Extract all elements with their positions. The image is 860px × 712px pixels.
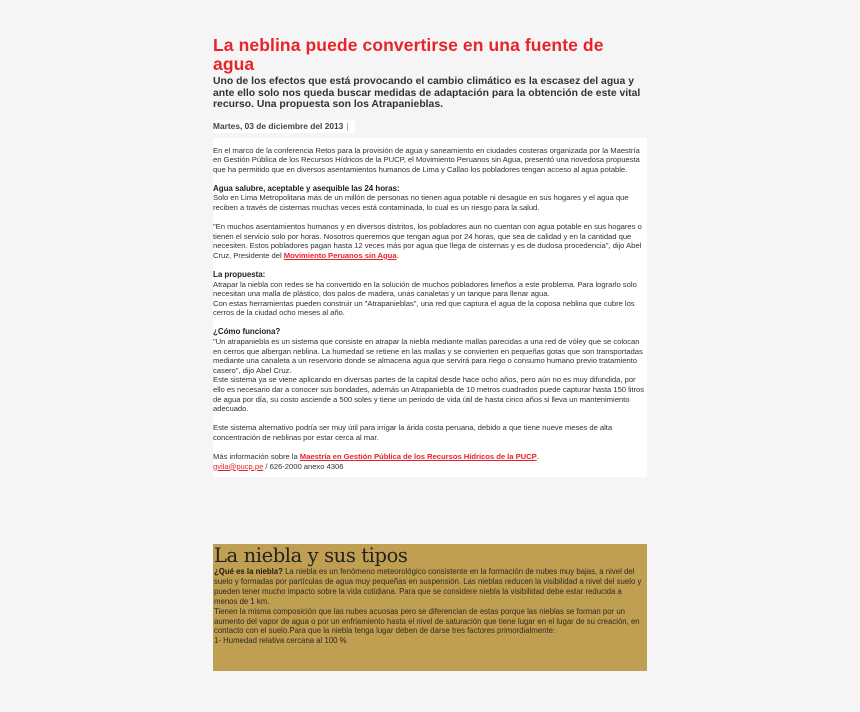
article [213,36,647,477]
movimiento-peruanos-link[interactable]: Movimiento Peruanos sin Agua [283,250,397,260]
section-heading: ¿Cómo funciona? [213,327,281,337]
section-heading: Agua salubre, aceptable y asequible las 24 horas: [213,183,400,193]
phone-text: / 626-2000 anexo 4306 [263,461,344,471]
fog-definition: La niebla es un fenómeno meteorológico consistente en la formación de nubes muy bajas, a nivel del suelo y formadas por partículas de agua muy pequeñas en suspensión. Las nieblas reducen la visibilidad a nivel del suelo y pueden tener mucho impacto sobre la vida cotidiana. Para que se considere niebla la visibilidad debe estar reducida a menos de 1 km. [214,567,642,606]
quote-end: . [396,250,399,260]
more-info-suffix: . [536,451,539,461]
closing-paragraph: Este sistema alternativo podría ser muy útil para irrigar la árida costa peruana, debido a que tiene nueve meses de alta concentración de neblinas por estar cerca al mar. [213,423,613,442]
email-link[interactable]: gvila@pucp.pe [213,461,264,471]
article-date-row [213,120,355,133]
section-text: Atrapar la niebla con redes se ha convertido en la solución de muchos pobladores limeños a este problema. Para lograrlo solo necesitan una malla de plástico, dos palos de madera, unas canaletas y un tanque para llenar agua. [213,279,637,299]
quote-text: "En muchos asentamientos humanos y en diversos distritos, los pobladores aun no cuentan con agua potable en sus hogares o tienen el servicio solo por horas. Nosotros queremos que tengan agua por 24 horas, que sea de calidad y en la cantidad que necesiten. Estos pobladores pagan hasta 12 veces más por agua que llega de cisternas y es de dudosa procedencia", dijo Abel Cruz, Presidente del [213,222,642,260]
maestria-link[interactable]: Maestría en Gestión Pública de los Recursos Hídricos de la PUCP [299,451,537,461]
more-info-prefix: Más información sobre la [213,451,300,461]
fog-question: ¿Qué es la niebla? [214,567,283,576]
article-subtitle: Uno de los efectos que está provocando el cambio climático es la escasez del agua y ante ello solo nos queda buscar medidas de adaptación para la obtención de este vital recurso. Una propuesta son los Atrapanieblas. [213,76,641,110]
more-info-paragraph [213,452,647,471]
fog-box-text [214,567,645,646]
section-proposal [213,270,647,318]
section-text: Con estas herramientas pueden construir un "Atrapanieblas", una red que captura el agua de la coposa neblina que cubre los cerros de la ciudad ocho meses al año. [213,298,635,318]
fog-box-title: La niebla y sus tipos [214,544,408,567]
section-text: "Un atrapaniebla es un sistema que consiste en atrapar la niebla mediante mallas parecidas a una red de vóley que se colocan en cerros que albergan neblina. La humedad se retiene en las mallas y se convierten en pequeñas gotas que son transportadas mediante una canaleta a un reservorio donde se almacena agua que servirá para riego o consumo humano previo tratamiento casero", dijo Abel Cruz. [213,337,643,375]
date-separator: | [346,120,349,131]
article-date: Martes, 03 de diciembre del 2013 [213,120,344,131]
fog-factor-1: 1- Humedad relativa cercana al 100 % [214,636,347,646]
article-title: La neblina puede convertirse en una fuente de agua [213,35,604,74]
section-water-quality [213,184,647,213]
section-heading: La propuesta: [213,269,266,279]
section-text: Solo en Lima Metropolitana más de un millón de personas no tienen agua potable ni desagüe en sus hogares y el agua que reciben a través de cisternas muchas veces está contaminada, lo cual es un riesgo para la salud. [213,193,629,212]
fog-info-box [213,544,647,671]
quote-paragraph [213,222,647,260]
section-how-it-works [213,327,647,413]
article-body [213,138,647,478]
section-text: Este sistema ya se viene aplicando en diversas partes de la capital desde hace ocho años, pero aún no es muy difundida, por ello es necesario dar a conocer sus bondades, además un Atrapaniebla de 10 metros cuadrados puede capturar hasta 150 litros de agua por día, su costo asciende a 500 soles y tiene un periodo de vida útil de hasta cinco años si lleva un mantenimiento adecuado. [213,375,645,414]
intro-paragraph: En el marco de la conferencia Retos para la provisión de agua y saneamiento en ciudades costeras organizada por la Maestría en Gestión Pública de los Recursos Hídricos de la PUCP, el Movimiento Peruanos sin Agua, presentó una novedosa propuesta que ha permitido que en diversos asentamientos humanos de Lima y Callao los pobladores tengan acceso al agua potable. [213,145,640,174]
fog-composition: Tienen la misma composición que las nubes acuosas pero se diferencian de estas porque las nieblas se forman por un aumento del vapor de agua o por un enfriamiento hasta el nivel de saturación que tiene lugar en el lugar de su creación, en contacto con el suelo.Para que la niebla tenga lugar deben de darse tres factores primordialmente: [214,606,640,636]
